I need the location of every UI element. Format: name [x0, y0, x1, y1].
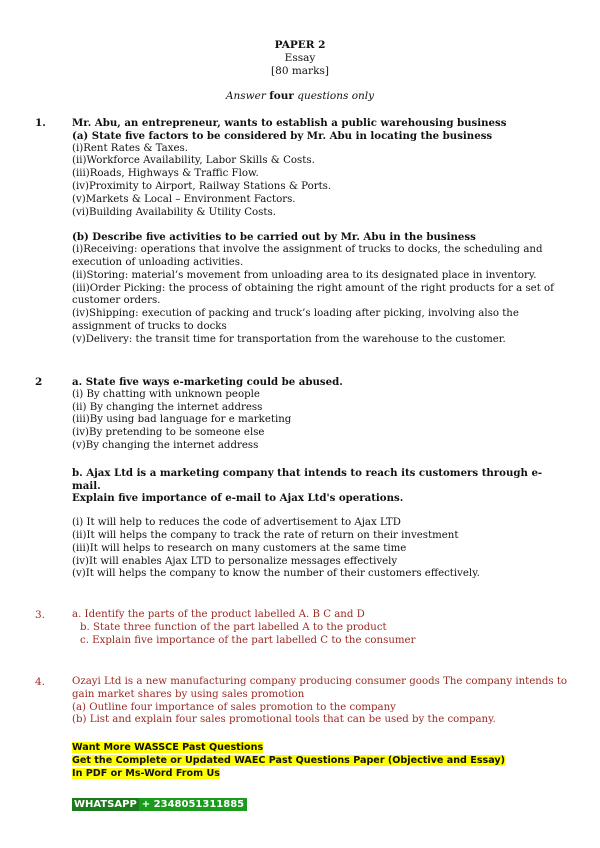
- answer-item: (i)Rent Rates & Taxes.: [72, 142, 188, 154]
- answer-item: (v)By changing the internet address: [72, 439, 259, 451]
- question-2: [72, 376, 568, 581]
- answer-item: (iii)It will helps to research on many customers at the same time: [72, 542, 407, 554]
- question-4-number: 4.: [35, 676, 46, 688]
- answer-item: (ii) By changing the internet address: [72, 401, 263, 413]
- question-3: [72, 609, 568, 647]
- question-3-number: 3.: [35, 609, 46, 621]
- answer-item: (ii)Storing: material’s movement from unloading area to its designated place in inventory.: [72, 269, 537, 281]
- answer-item: (ii)Workforce Availability, Labor Skills & Costs.: [72, 155, 315, 167]
- whatsapp-contact[interactable]: [72, 799, 247, 810]
- answer-item: (iii)Order Picking: the process of obtaining the right amount of the right products for a set of customer orders.: [72, 282, 554, 307]
- paper-title: PAPER 2: [274, 39, 326, 51]
- answer-item: (i) It will help to reduces the code of advertisement to Ajax LTD: [72, 517, 401, 529]
- answer-item: (iii)Roads, Highways & Traffic Flow.: [72, 168, 259, 180]
- answer-item: (i) By chatting with unknown people: [72, 388, 260, 400]
- answer-item: (vi)Building Availability & Utility Costs.: [72, 206, 276, 218]
- instruction: Answer four questions only: [225, 90, 375, 102]
- question-item: (b) List and explain four sales promotional tools that can be used by the company.: [72, 714, 496, 726]
- promo-line-1: Want More WASSCE Past Questions: [72, 742, 264, 753]
- question-2b-heading-2: Explain five importance of e-mail to Ajax Ltd's operations.: [72, 492, 404, 505]
- question-1-stem: Mr. Abu, an entrepreneur, wants to establish a public warehousing business: [72, 117, 507, 129]
- whatsapp-number[interactable]: + 2348051311885: [139, 798, 247, 811]
- answer-item: (iv)It will enables Ajax LTD to personalize messages effectively: [72, 555, 398, 567]
- question-4: [72, 676, 568, 727]
- answer-item: (v)Markets & Local – Environment Factors.: [72, 193, 296, 205]
- answer-item: (iv)Shipping: execution of packing and truck’s loading after picking, involving also the assignment of trucks to docks: [72, 308, 519, 332]
- question-item: b. State three function of the part labelled A to the product: [80, 621, 387, 633]
- whatsapp-label: WHATSAPP: [74, 799, 137, 810]
- answer-item: (v)Delivery: the transit time for transportation from the warehouse to the customer.: [72, 333, 506, 345]
- question-item: (a) Outline four importance of sales promotion to the company: [72, 701, 396, 713]
- promo-line-3: In PDF or Ms-Word From Us: [72, 768, 220, 779]
- promo-block: [72, 741, 505, 780]
- answer-item: (v)It will helps the company to know the number of their customers effectively.: [72, 568, 480, 580]
- question-2b-heading: b. Ajax Ltd is a marketing company that intends to reach its customers through e-mail.: [72, 466, 543, 492]
- answer-item: (i)Receiving: operations that involve the assignment of trucks to docks, the scheduling and execution of unloading activities.: [72, 244, 543, 268]
- question-1a-heading: (a) State five factors to be considered by Mr. Abu in locating the business: [72, 129, 493, 142]
- answer-item: (ii)It will helps the company to track the rate of return on their investment: [72, 529, 459, 541]
- question-1-number: 1.: [35, 117, 46, 129]
- question-1: [72, 117, 568, 347]
- promo-line-2: Get the Complete or Updated WAEC Past Questions Paper (Objective and Essay): [72, 755, 506, 766]
- paper-type: Essay: [284, 52, 316, 64]
- paper-marks: [80 marks]: [271, 65, 329, 77]
- answer-item: (iii)By using bad language for e marketing: [72, 414, 292, 426]
- question-item: a. Identify the parts of the product labelled A. B C and D: [72, 609, 365, 620]
- answer-item: (iv)Proximity to Airport, Railway Stations & Ports.: [72, 180, 332, 192]
- answer-item: (iv)By pretending to be someone else: [72, 427, 265, 439]
- question-4-stem: Ozayi Ltd is a new manufacturing company producing consumer goods The company intends to gain market shares by using sales promotion: [72, 676, 568, 700]
- question-item: c. Explain five importance of the part labelled C to the consumer: [80, 634, 416, 646]
- question-1b-heading: (b) Describe five activities to be carried out by Mr. Abu in the business: [72, 231, 476, 244]
- question-2-number: 2: [35, 376, 43, 388]
- question-2a-heading: a. State five ways e-marketing could be abused.: [72, 376, 343, 388]
